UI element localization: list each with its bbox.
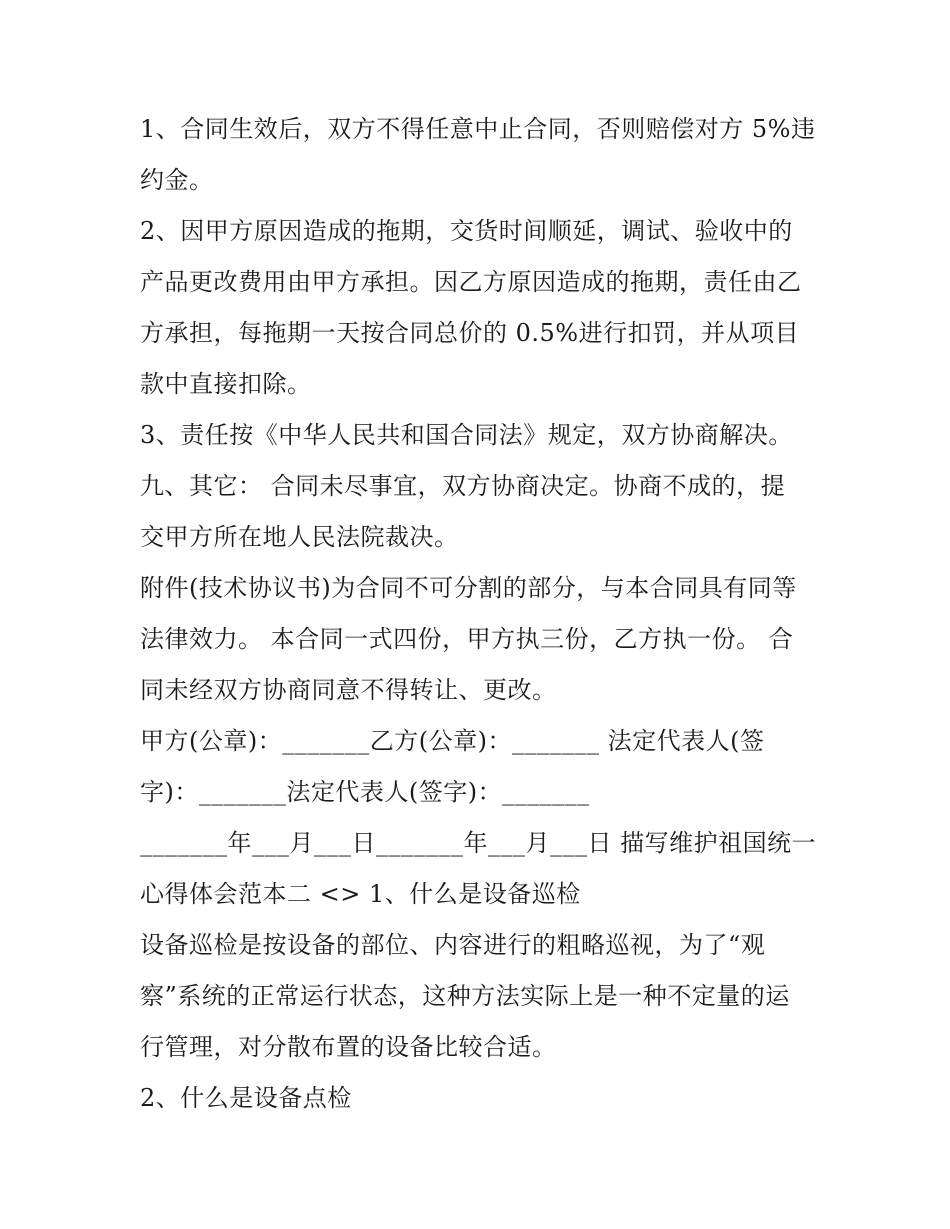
date-line: _______年___月___日_______年___月___日 描写维护祖国统一: [140, 829, 817, 857]
section-heading: 2、什么是设备点检: [140, 1084, 352, 1112]
text-line: 3、责任按《中华人民共和国合同法》规定，双方协商解决。: [140, 421, 793, 449]
text-line: 交甲方所在地人民法院裁决。: [140, 523, 459, 551]
text-line: 约金。: [140, 166, 214, 194]
text-line: 款中直接扣除。: [140, 370, 312, 398]
text-line: 2、因甲方原因造成的拖期，交货时间顺延，调试、验收中的: [140, 217, 793, 245]
text-line: 1、合同生效后，双方不得任意中止合同，否则赔偿对方 5%违: [140, 115, 816, 143]
text-line: 同未经双方协商同意不得转让、更改。: [140, 676, 557, 704]
section-heading: 心得体会范本二 <> 1、什么是设备巡检: [140, 880, 581, 908]
signature-line: 字)：_______法定代表人(签字)：_______: [140, 778, 590, 806]
document-body: [140, 104, 817, 1124]
text-line: 察”系统的正常运行状态，这种方法实际上是一种不定量的运: [140, 982, 790, 1010]
text-line: 产品更改费用由甲方承担。因乙方原因造成的拖期，责任由乙: [140, 268, 802, 296]
text-line: 行管理，对分散布置的设备比较合适。: [140, 1033, 557, 1061]
text-line: 方承担，每拖期一天按合同总价的 0.5%进行扣罚，并从项目: [140, 319, 800, 347]
text-line: 法律效力。 本合同一式四份，甲方执三份，乙方执一份。 合: [140, 625, 794, 653]
text-line: 设备巡检是按设备的部位、内容进行的粗略巡视，为了“观: [140, 931, 766, 959]
signature-line: 甲方(公章)：_______乙方(公章)：_______ 法定代表人(签: [140, 727, 765, 755]
text-line: 九、其它： 合同未尽事宜，双方协商决定。协商不成的，提: [140, 472, 786, 500]
text-line: 附件(技术协议书)为合同不可分割的部分，与本合同具有同等: [140, 574, 797, 602]
